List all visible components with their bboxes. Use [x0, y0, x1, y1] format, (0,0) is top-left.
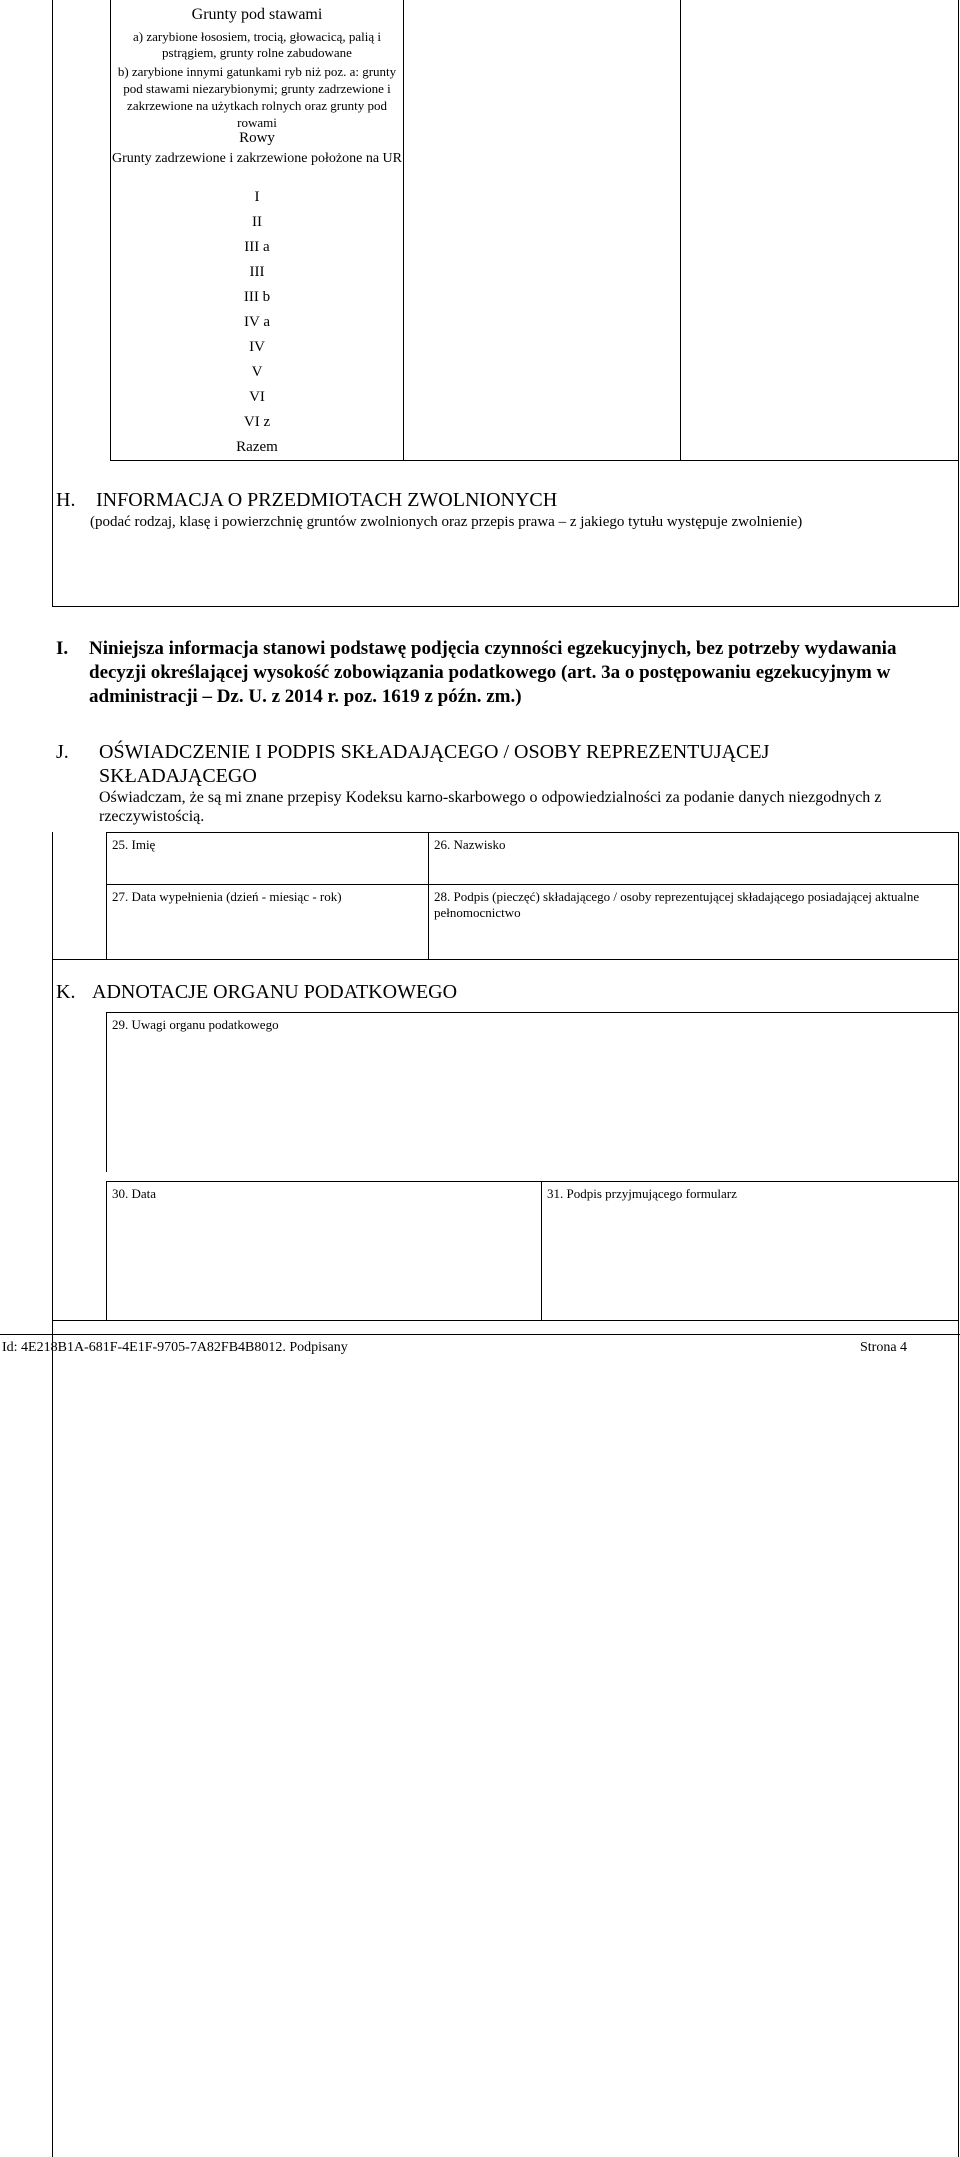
last-name-field[interactable]: 26. Nazwisko — [434, 837, 506, 852]
first-name-field[interactable]: 25. Imię — [112, 837, 156, 852]
class-row-label: VI — [249, 389, 265, 405]
receipt-date-field[interactable]: 30. Data — [112, 1186, 157, 1201]
class-row-label: IV — [249, 339, 265, 355]
section-i-letter: I. — [56, 638, 69, 659]
ponds-header: Grunty pod stawami — [191, 6, 323, 23]
section-h-instruction: (podać rodzaj, klasę i powierzchnię gruntów zwolnionych oraz przepis prawa – z jakiego tytułu występuje zwolnienie) — [90, 514, 803, 530]
section-k-title: ADNOTACJE ORGANU PODATKOWEGO — [92, 981, 458, 1003]
section-h-letter: H. — [56, 489, 76, 511]
class-row-label: V — [251, 364, 263, 380]
ponds-item-b: b) zarybione innymi gatunkami ryb niż poz. a: grunty pod stawami niezarybionymi; grunty zadrzewione i zakrzewione na użytkach rolnych oraz grunty pod rowami — [117, 64, 397, 130]
wooded-land-label: Grunty zadrzewione i zakrzewione położone na UR — [112, 151, 402, 166]
section-i-text: Niniejsza informacja stanowi podstawę podjęcia czynności egzekucyjnych, bez potrzeby wydawania decyzji określającej wysokość zobowiązania podatkowego (art. 3a o postępowaniu egzekucyjnym w administracji – Dz. U. z 2014 r. poz. 1619 z późn. zm.) — [89, 638, 897, 707]
section-h-title: INFORMACJA O PRZEDMIOTACH ZWOLNIONYCH — [96, 489, 558, 511]
section-j-letter: J. — [56, 741, 69, 763]
total-row-label: Razem — [236, 439, 278, 455]
class-row-label: IV a — [244, 314, 270, 330]
section-j-statement: Oświadczam, że są mi znane przepisy Kodeksu karno-skarbowego o odpowiedzialności za podanie danych niezgodnych z rzeczywistością. — [99, 789, 882, 825]
class-row-label: III a — [244, 239, 270, 255]
receiver-signature-field[interactable]: 31. Podpis przyjmującego formularz — [547, 1186, 737, 1201]
document-id: Id: 4E218B1A-681F-4E1F-9705-7A82FB4B8012. Podpisany — [2, 1340, 348, 1355]
class-row-label: III — [249, 264, 265, 280]
fill-date-field[interactable]: 27. Data wypełnienia (dzień - miesiąc - rok) — [112, 889, 342, 904]
section-j-title: OŚWIADCZENIE I PODPIS SKŁADAJĄCEGO / OSOBY REPREZENTUJĄCEJ SKŁADAJĄCEGO — [99, 741, 770, 787]
class-row-label: I — [254, 189, 260, 205]
class-row-label: III b — [243, 289, 271, 305]
section-k-letter: K. — [56, 981, 76, 1003]
office-remarks-field[interactable]: 29. Uwagi organu podatkowego — [112, 1017, 279, 1032]
class-row-label: VI z — [243, 414, 271, 430]
class-row-label: II — [252, 214, 262, 230]
page-number: Strona 4 — [860, 1340, 908, 1355]
signature-field[interactable]: 28. Podpis (pieczęć) składającego / osoby reprezentującej składającego posiadającej aktualne pełnomocnictwo — [434, 889, 920, 920]
ditches-label: Rowy — [239, 130, 275, 146]
ponds-item-a: a) zarybione łososiem, trocią, głowacicą, palią i pstrągiem, grunty rolne zabudowane — [133, 29, 381, 60]
